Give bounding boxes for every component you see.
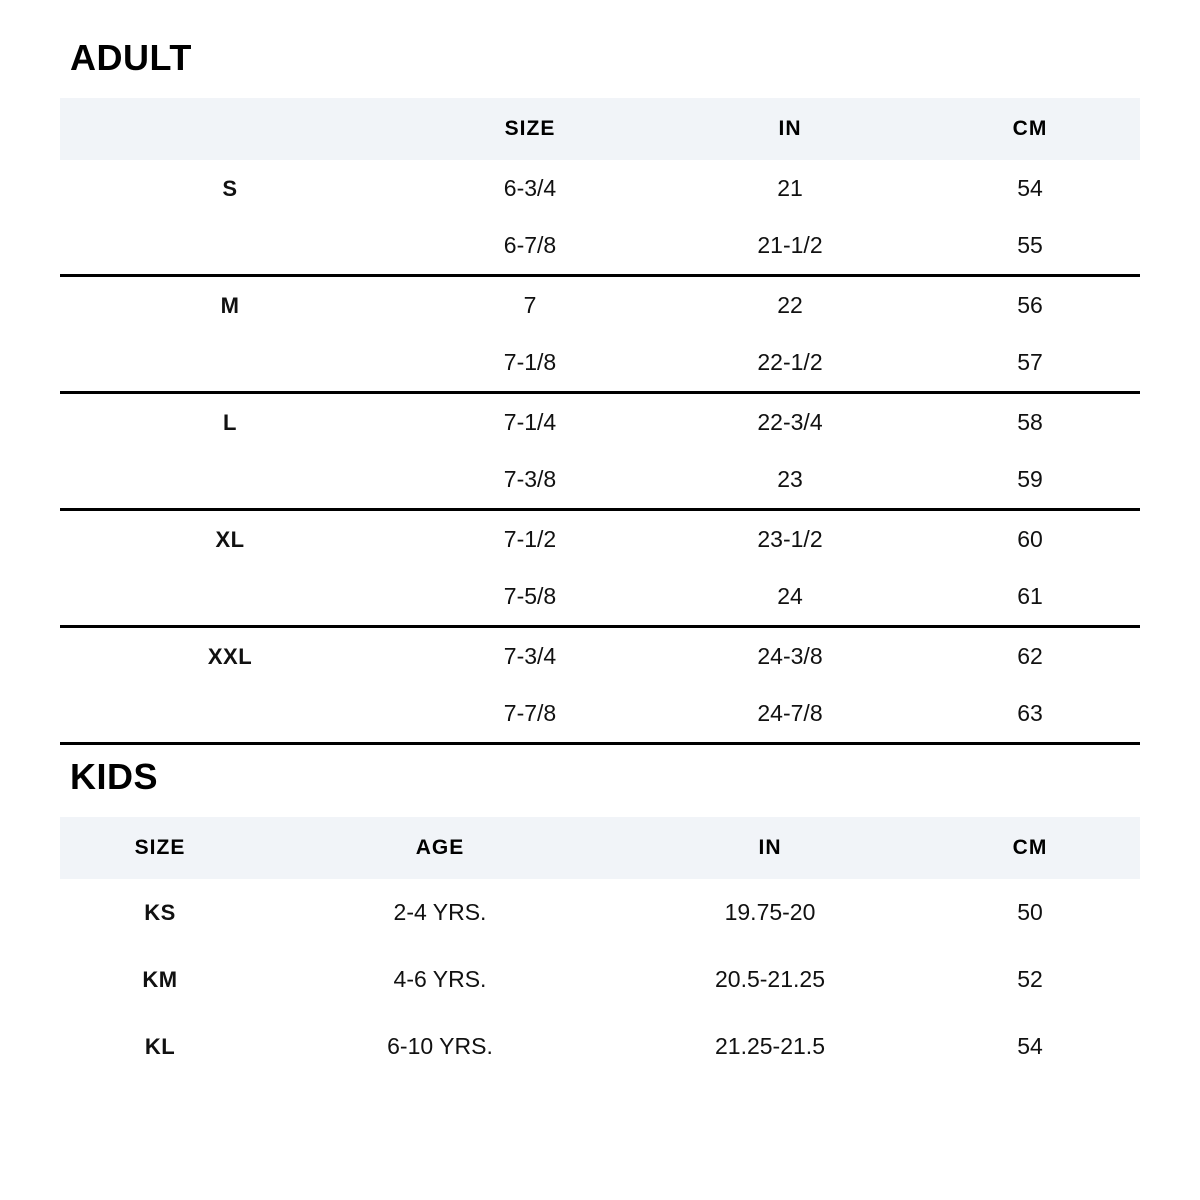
table-row bbox=[60, 451, 1140, 510]
row-size-label bbox=[60, 451, 400, 510]
row-size-value: 7-3/4 bbox=[400, 627, 660, 686]
table-row bbox=[60, 627, 1140, 686]
table-row bbox=[60, 946, 1140, 1013]
adult-table-header bbox=[60, 98, 1140, 160]
table-row bbox=[60, 276, 1140, 335]
table-row bbox=[60, 393, 1140, 452]
row-in-value: 20.5-21.25 bbox=[715, 966, 825, 992]
row-size-value: 7-1/4 bbox=[400, 393, 660, 452]
row-size-value: 7-7/8 bbox=[503, 700, 557, 726]
row-age-value: 2-4 YRS. bbox=[393, 899, 487, 925]
row-in-value: 22 bbox=[660, 276, 920, 335]
row-size-label: XXL bbox=[60, 627, 400, 686]
row-in-value: 19.75-20 bbox=[724, 899, 816, 925]
kids-table-header bbox=[60, 817, 1140, 879]
kids-col-age: AGE bbox=[260, 817, 620, 879]
row-size-value: 7-1/2 bbox=[400, 510, 660, 569]
row-size-value: 7-5/8 bbox=[503, 583, 557, 609]
row-size-label: KL bbox=[144, 1033, 176, 1059]
table-header-row bbox=[60, 98, 1140, 160]
kids-col-size: SIZE bbox=[60, 817, 260, 879]
row-size-label: L bbox=[60, 393, 400, 452]
row-cm-value: 58 bbox=[920, 393, 1140, 452]
adult-table-body bbox=[60, 160, 1140, 742]
row-size-label bbox=[60, 568, 400, 627]
table-row bbox=[60, 568, 1140, 627]
table-row bbox=[60, 160, 1140, 217]
table-header-row bbox=[60, 817, 1140, 879]
row-size-label: KM bbox=[142, 966, 178, 992]
adult-col-blank bbox=[60, 98, 400, 160]
row-cm-value: 56 bbox=[920, 276, 1140, 335]
row-size-value: 7-1/8 bbox=[503, 349, 557, 375]
row-cm-value: 54 bbox=[1017, 175, 1043, 201]
row-size-label: KS bbox=[144, 899, 176, 925]
row-age-value: 4-6 YRS. bbox=[393, 966, 487, 992]
row-size-label: S bbox=[222, 175, 238, 201]
row-cm-value: 59 bbox=[1017, 466, 1043, 492]
row-cm-value: 50 bbox=[1017, 899, 1043, 925]
adult-col-in: IN bbox=[660, 98, 920, 160]
row-cm-value: 61 bbox=[1017, 583, 1043, 609]
kids-table-body bbox=[60, 879, 1140, 1080]
row-cm-value: 57 bbox=[1017, 349, 1043, 375]
kids-col-in: IN bbox=[620, 817, 920, 879]
row-cm-value: 54 bbox=[1017, 1033, 1043, 1059]
row-cm-value: 60 bbox=[920, 510, 1140, 569]
row-size-label: M bbox=[60, 276, 400, 335]
table-row bbox=[60, 217, 1140, 276]
adult-section-title: ADULT bbox=[70, 37, 192, 78]
table-row bbox=[60, 685, 1140, 742]
row-cm-value: 63 bbox=[1017, 700, 1043, 726]
row-size-value: 7-3/8 bbox=[503, 466, 557, 492]
adult-col-size: SIZE bbox=[400, 98, 660, 160]
row-cm-value: 55 bbox=[1017, 232, 1043, 258]
row-in-value: 21-1/2 bbox=[757, 232, 823, 258]
table-row bbox=[60, 510, 1140, 569]
adult-table-bottom-rule bbox=[60, 742, 1140, 745]
row-in-value: 22-1/2 bbox=[757, 349, 823, 375]
row-in-value: 24-3/8 bbox=[660, 627, 920, 686]
row-in-value: 23 bbox=[777, 466, 803, 492]
adult-col-cm: CM bbox=[920, 98, 1140, 160]
row-age-value: 6-10 YRS. bbox=[387, 1033, 493, 1059]
row-size-value: 7 bbox=[400, 276, 660, 335]
row-size-label bbox=[60, 685, 400, 742]
table-row bbox=[60, 334, 1140, 393]
row-size-label bbox=[60, 217, 400, 276]
row-in-value: 21.25-21.5 bbox=[715, 1033, 825, 1059]
kids-size-table bbox=[60, 817, 1140, 1080]
row-size-value: 6-3/4 bbox=[503, 175, 557, 201]
row-in-value: 24-7/8 bbox=[757, 700, 823, 726]
row-size-value: 6-7/8 bbox=[503, 232, 557, 258]
row-in-value: 22-3/4 bbox=[660, 393, 920, 452]
row-in-value: 21 bbox=[777, 175, 803, 201]
kids-col-cm: CM bbox=[920, 817, 1140, 879]
row-size-label bbox=[60, 334, 400, 393]
kids-section-title: KIDS bbox=[70, 756, 159, 797]
row-cm-value: 52 bbox=[1017, 966, 1043, 992]
table-row bbox=[60, 879, 1140, 946]
row-in-value: 24 bbox=[777, 583, 803, 609]
row-size-label: XL bbox=[60, 510, 400, 569]
row-in-value: 23-1/2 bbox=[660, 510, 920, 569]
row-cm-value: 62 bbox=[920, 627, 1140, 686]
adult-size-table bbox=[60, 98, 1140, 742]
table-row bbox=[60, 1013, 1140, 1080]
